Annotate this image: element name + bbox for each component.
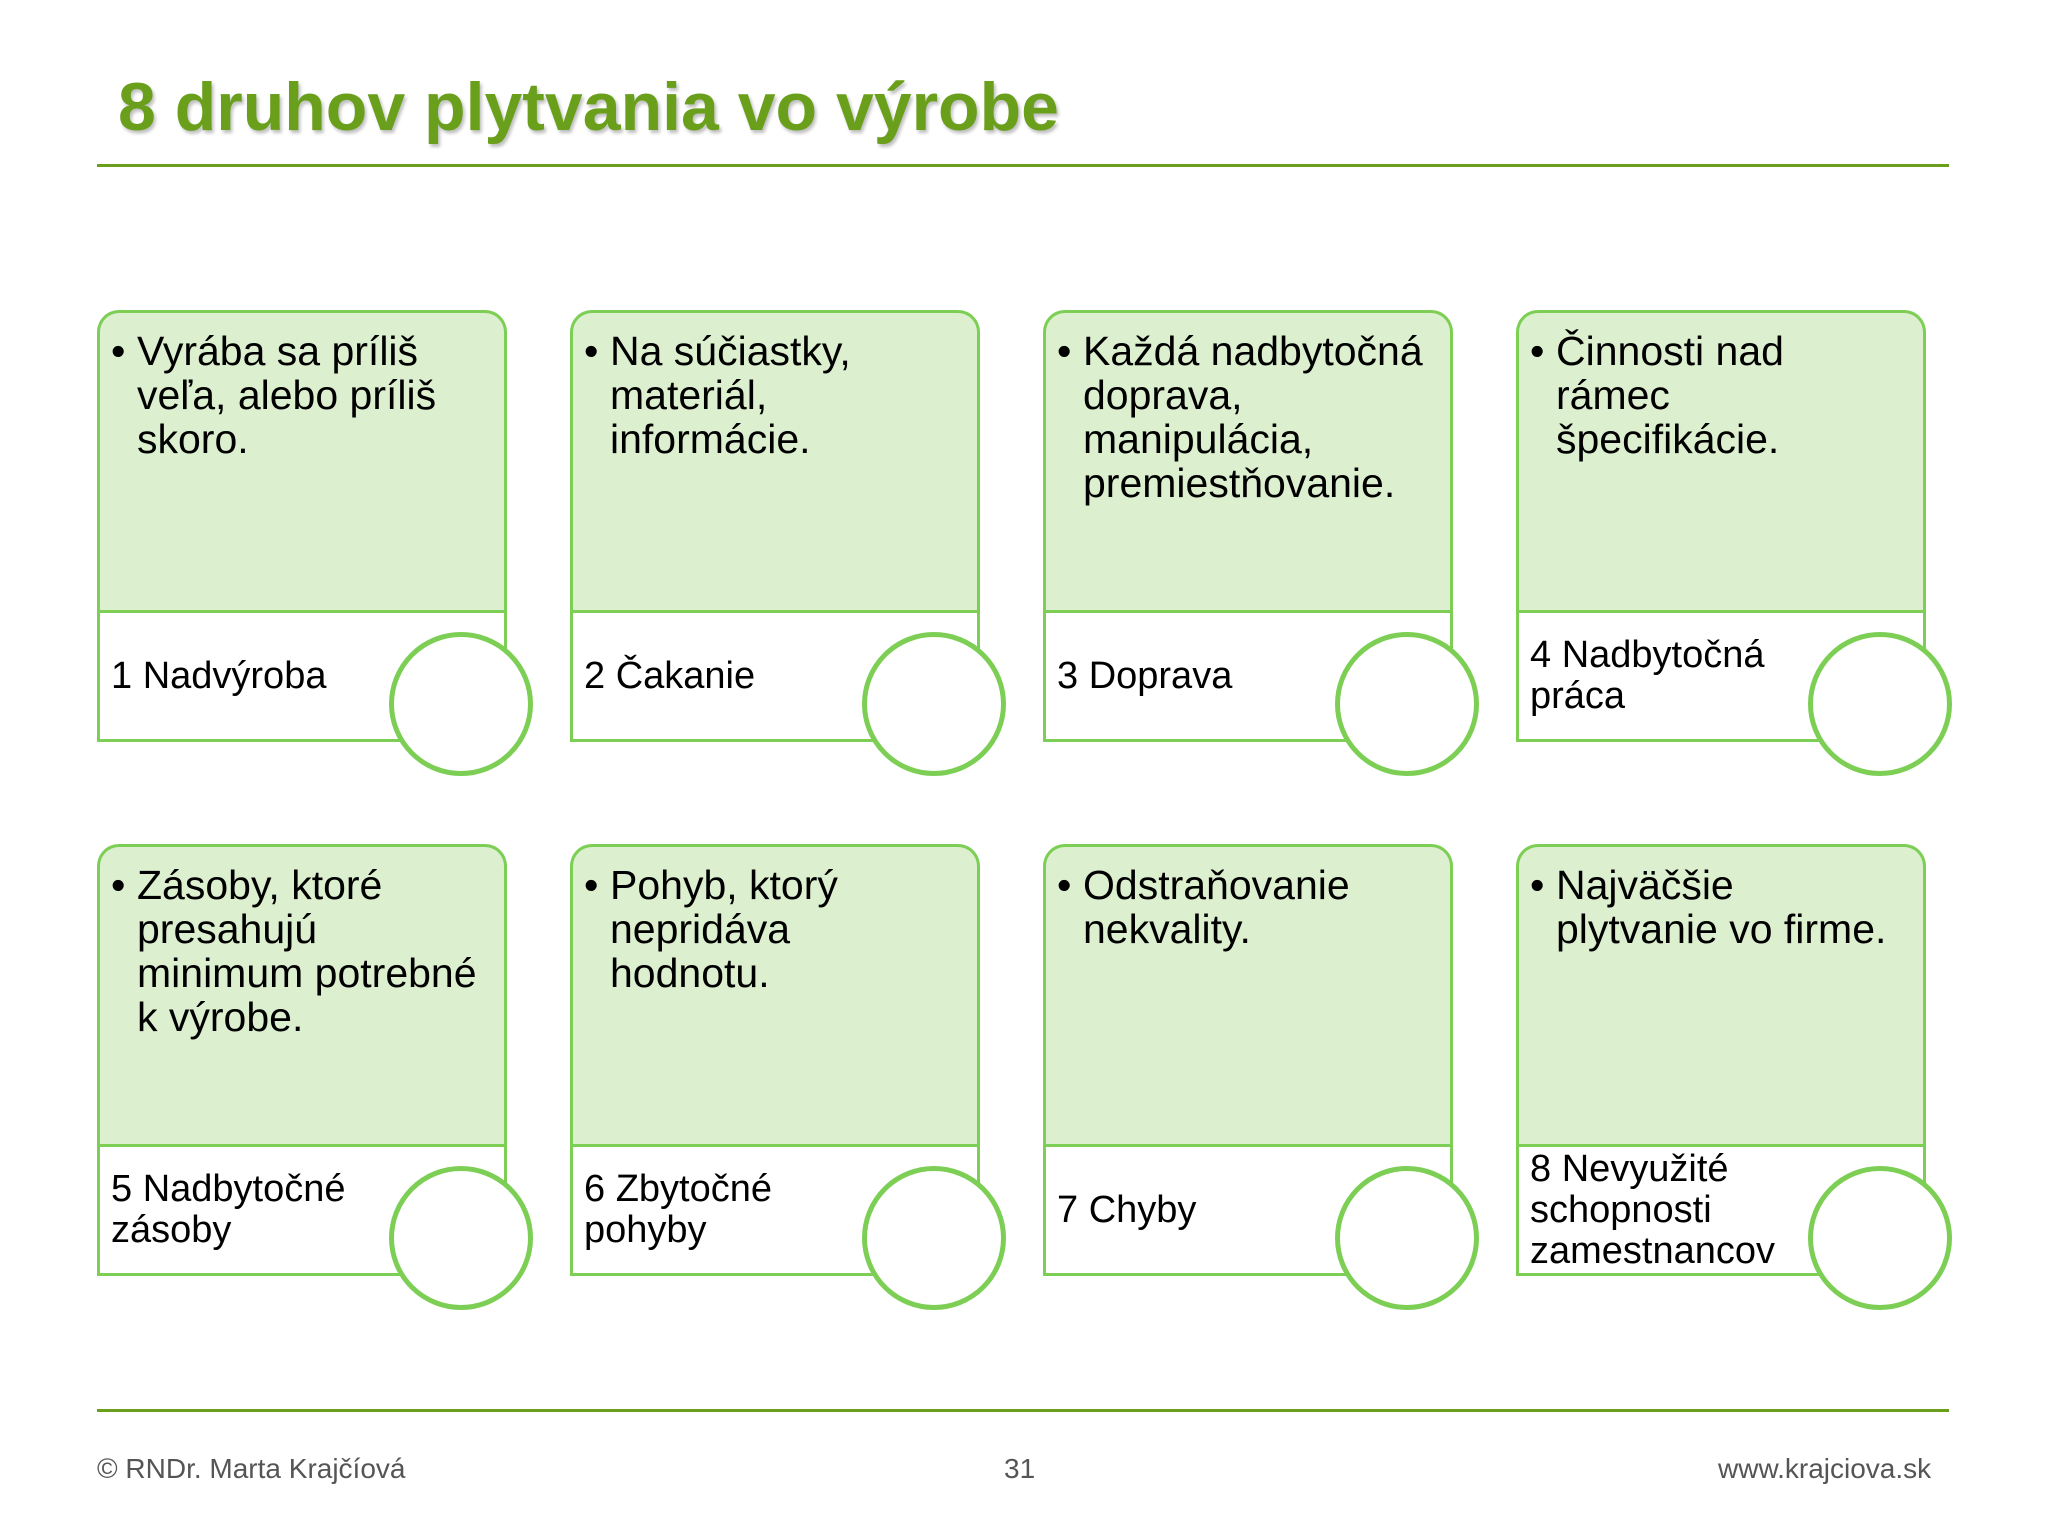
waste-card-2 xyxy=(570,310,980,746)
bullet-icon: • xyxy=(584,862,599,908)
card-description-box xyxy=(97,844,507,1147)
card-description-box xyxy=(97,310,507,613)
card-description-box xyxy=(1043,310,1453,613)
circle-icon xyxy=(862,632,1006,776)
card-label: 8 Nevyužité schopnosti zamestnancov xyxy=(1530,1147,1776,1272)
card-label: 5 Nadbytočné zásoby xyxy=(111,1168,346,1251)
footer-website: www.krajciova.sk xyxy=(1718,1453,1932,1484)
bullet-icon: • xyxy=(584,328,599,374)
card-description: Činnosti nad rámec špecifikácie. xyxy=(1556,328,1784,462)
footer-author: © RNDr. Marta Krajčíová xyxy=(97,1453,406,1484)
title-divider xyxy=(97,164,1949,167)
circle-icon xyxy=(1808,1166,1952,1310)
circle-icon xyxy=(389,632,533,776)
circle-icon xyxy=(1335,1166,1479,1310)
card-label: 3 Doprava xyxy=(1057,654,1233,697)
card-description: Na súčiastky, materiál, informácie. xyxy=(610,328,851,462)
card-description: Najväčšie plytvanie vo firme. xyxy=(1556,862,1887,952)
card-description: Vyrába sa príliš veľa, alebo príliš skoro. xyxy=(137,328,437,462)
card-label: 1 Nadvýroba xyxy=(111,654,327,697)
waste-card-8 xyxy=(1516,844,1926,1280)
card-label: 2 Čakanie xyxy=(584,654,756,697)
card-description: Každá nadbytočná doprava, manipulácia, premiestňovanie. xyxy=(1083,328,1423,506)
card-description: Pohyb, ktorý nepridáva hodnotu. xyxy=(610,862,838,996)
bullet-icon: • xyxy=(1057,328,1072,374)
card-description: Zásoby, ktoré presahujú minimum potrebné k výrobe. xyxy=(137,862,477,1040)
footer-divider xyxy=(97,1409,1949,1412)
footer-page-number: 31 xyxy=(1004,1453,1036,1484)
card-label: 4 Nadbytočná práca xyxy=(1530,634,1765,717)
bullet-icon: • xyxy=(1530,862,1545,908)
circle-icon xyxy=(1808,632,1952,776)
slide-title: 8 druhov plytvania vo výrobe xyxy=(118,69,1059,145)
waste-card-7 xyxy=(1043,844,1453,1280)
waste-card-3 xyxy=(1043,310,1453,746)
card-description-box xyxy=(1516,844,1926,1147)
circle-icon xyxy=(389,1166,533,1310)
card-description-box xyxy=(1043,844,1453,1147)
bullet-icon: • xyxy=(1530,328,1545,374)
card-label: 6 Zbytočné pohyby xyxy=(584,1168,772,1251)
card-label: 7 Chyby xyxy=(1057,1188,1197,1231)
waste-card-6 xyxy=(570,844,980,1280)
bullet-icon: • xyxy=(111,328,126,374)
bullet-icon: • xyxy=(1057,862,1072,908)
circle-icon xyxy=(862,1166,1006,1310)
card-description-box xyxy=(1516,310,1926,613)
card-description-box xyxy=(570,310,980,613)
circle-icon xyxy=(1335,632,1479,776)
waste-card-5 xyxy=(97,844,507,1280)
card-description: Odstraňovanie nekvality. xyxy=(1083,862,1350,952)
bullet-icon: • xyxy=(111,862,126,908)
waste-card-1 xyxy=(97,310,507,746)
waste-card-4 xyxy=(1516,310,1926,746)
card-description-box xyxy=(570,844,980,1147)
